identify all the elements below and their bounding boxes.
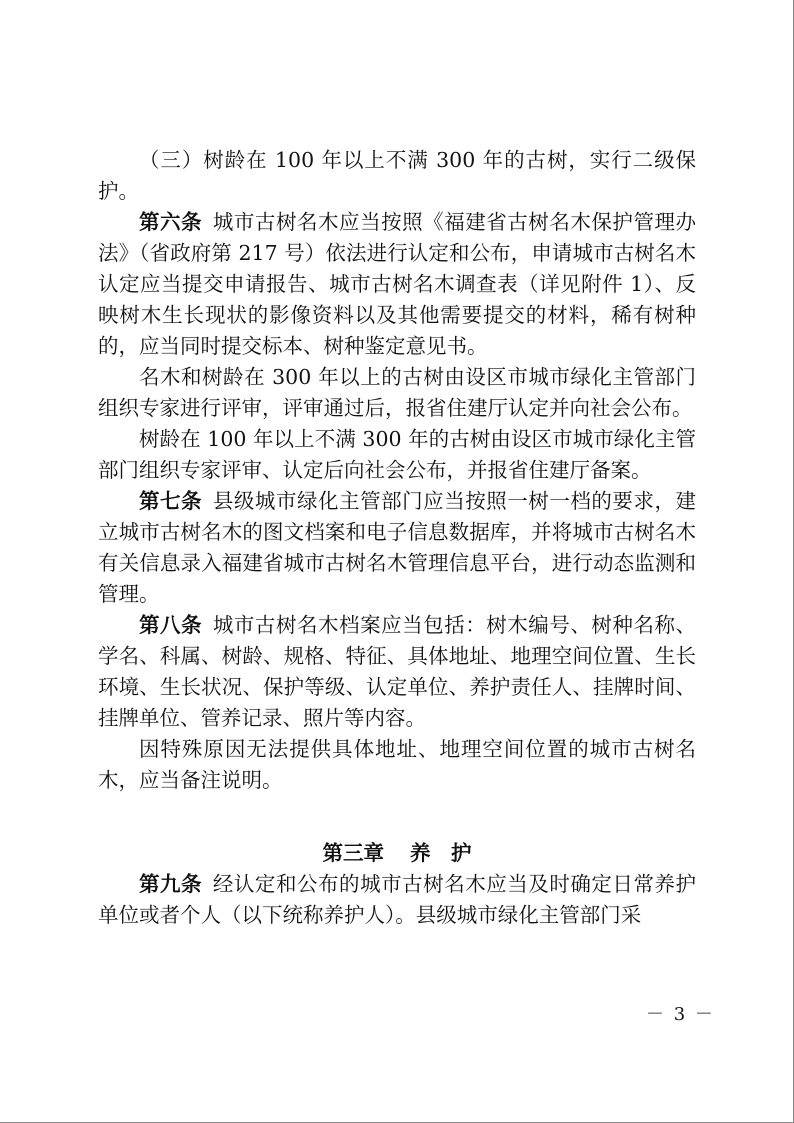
paragraph-text: 城市古树名木应当按照《福建省古树名木保护管理办法》（省政府第 217 号）依法进行认定和公布，申请城市古树名木认定应当提交申请报告、城市古树名木调查表（详见附件 1）、反映树木生长现状的影像资料以及其他需要提交的材料，稀有树种的，应当同时提交标本、树种鉴定意见书。 <box>98 210 697 358</box>
paragraph-article-6 <box>98 207 696 362</box>
paragraph-special-reasons <box>98 734 696 796</box>
paragraph-ancient-trees-review <box>98 424 696 486</box>
page-number: － 3 － <box>646 1004 715 1025</box>
paragraph-article-8 <box>98 610 696 734</box>
chapter-heading <box>98 838 696 869</box>
paragraph-text: 经认定和公布的城市古树名木应当及时确定日常养护单位或者个人（以下统称养护人）。县级城市绿化主管部门采 <box>98 872 697 927</box>
paragraph-text: 城市古树名木档案应当包括：树木编号、树种名称、学名、科属、树龄、规格、特征、具体地址、地理空间位置、生长环境、生长状况、保护等级、认定单位、养护责任人、挂牌时间、挂牌单位、管养记录、照片等内容。 <box>98 613 697 730</box>
document-body <box>98 145 696 931</box>
article-heading: 第八条 <box>139 613 203 637</box>
paragraph-text: 树龄在 100 年以上不满 300 年的古树由设区市城市绿化主管部门组织专家评审、认定后向社会公布，并报省住建厅备案。 <box>98 427 696 482</box>
article-heading: 第七条 <box>139 489 203 513</box>
article-heading: 第六条 <box>139 210 203 234</box>
paragraph-text: （三）树龄在 100 年以上不满 300 年的古树，实行二级保护。 <box>98 148 696 203</box>
chapter-title: 养 护 <box>410 841 472 865</box>
article-heading: 第九条 <box>139 872 203 896</box>
paragraph-text: 名木和树龄在 300 年以上的古树由设区市城市绿化主管部门组织专家进行评审，评审通过后，报省住建厅认定并向社会公布。 <box>98 365 696 420</box>
paragraph-famous-trees-review <box>98 362 696 424</box>
chapter-number: 第三章 <box>322 841 384 865</box>
paragraph-text: 县级城市绿化主管部门应当按照一树一档的要求，建立城市古树名木的图文档案和电子信息数据库，并将城市古树名木有关信息录入福建省城市古树名木管理信息平台，进行动态监测和管理。 <box>98 489 697 606</box>
paragraph-text: 因特殊原因无法提供具体地址、地理空间位置的城市古树名木，应当备注说明。 <box>98 737 696 792</box>
paragraph-article-7 <box>98 486 696 610</box>
paragraph-article-9 <box>98 869 696 931</box>
paragraph-protection-level <box>98 145 696 207</box>
